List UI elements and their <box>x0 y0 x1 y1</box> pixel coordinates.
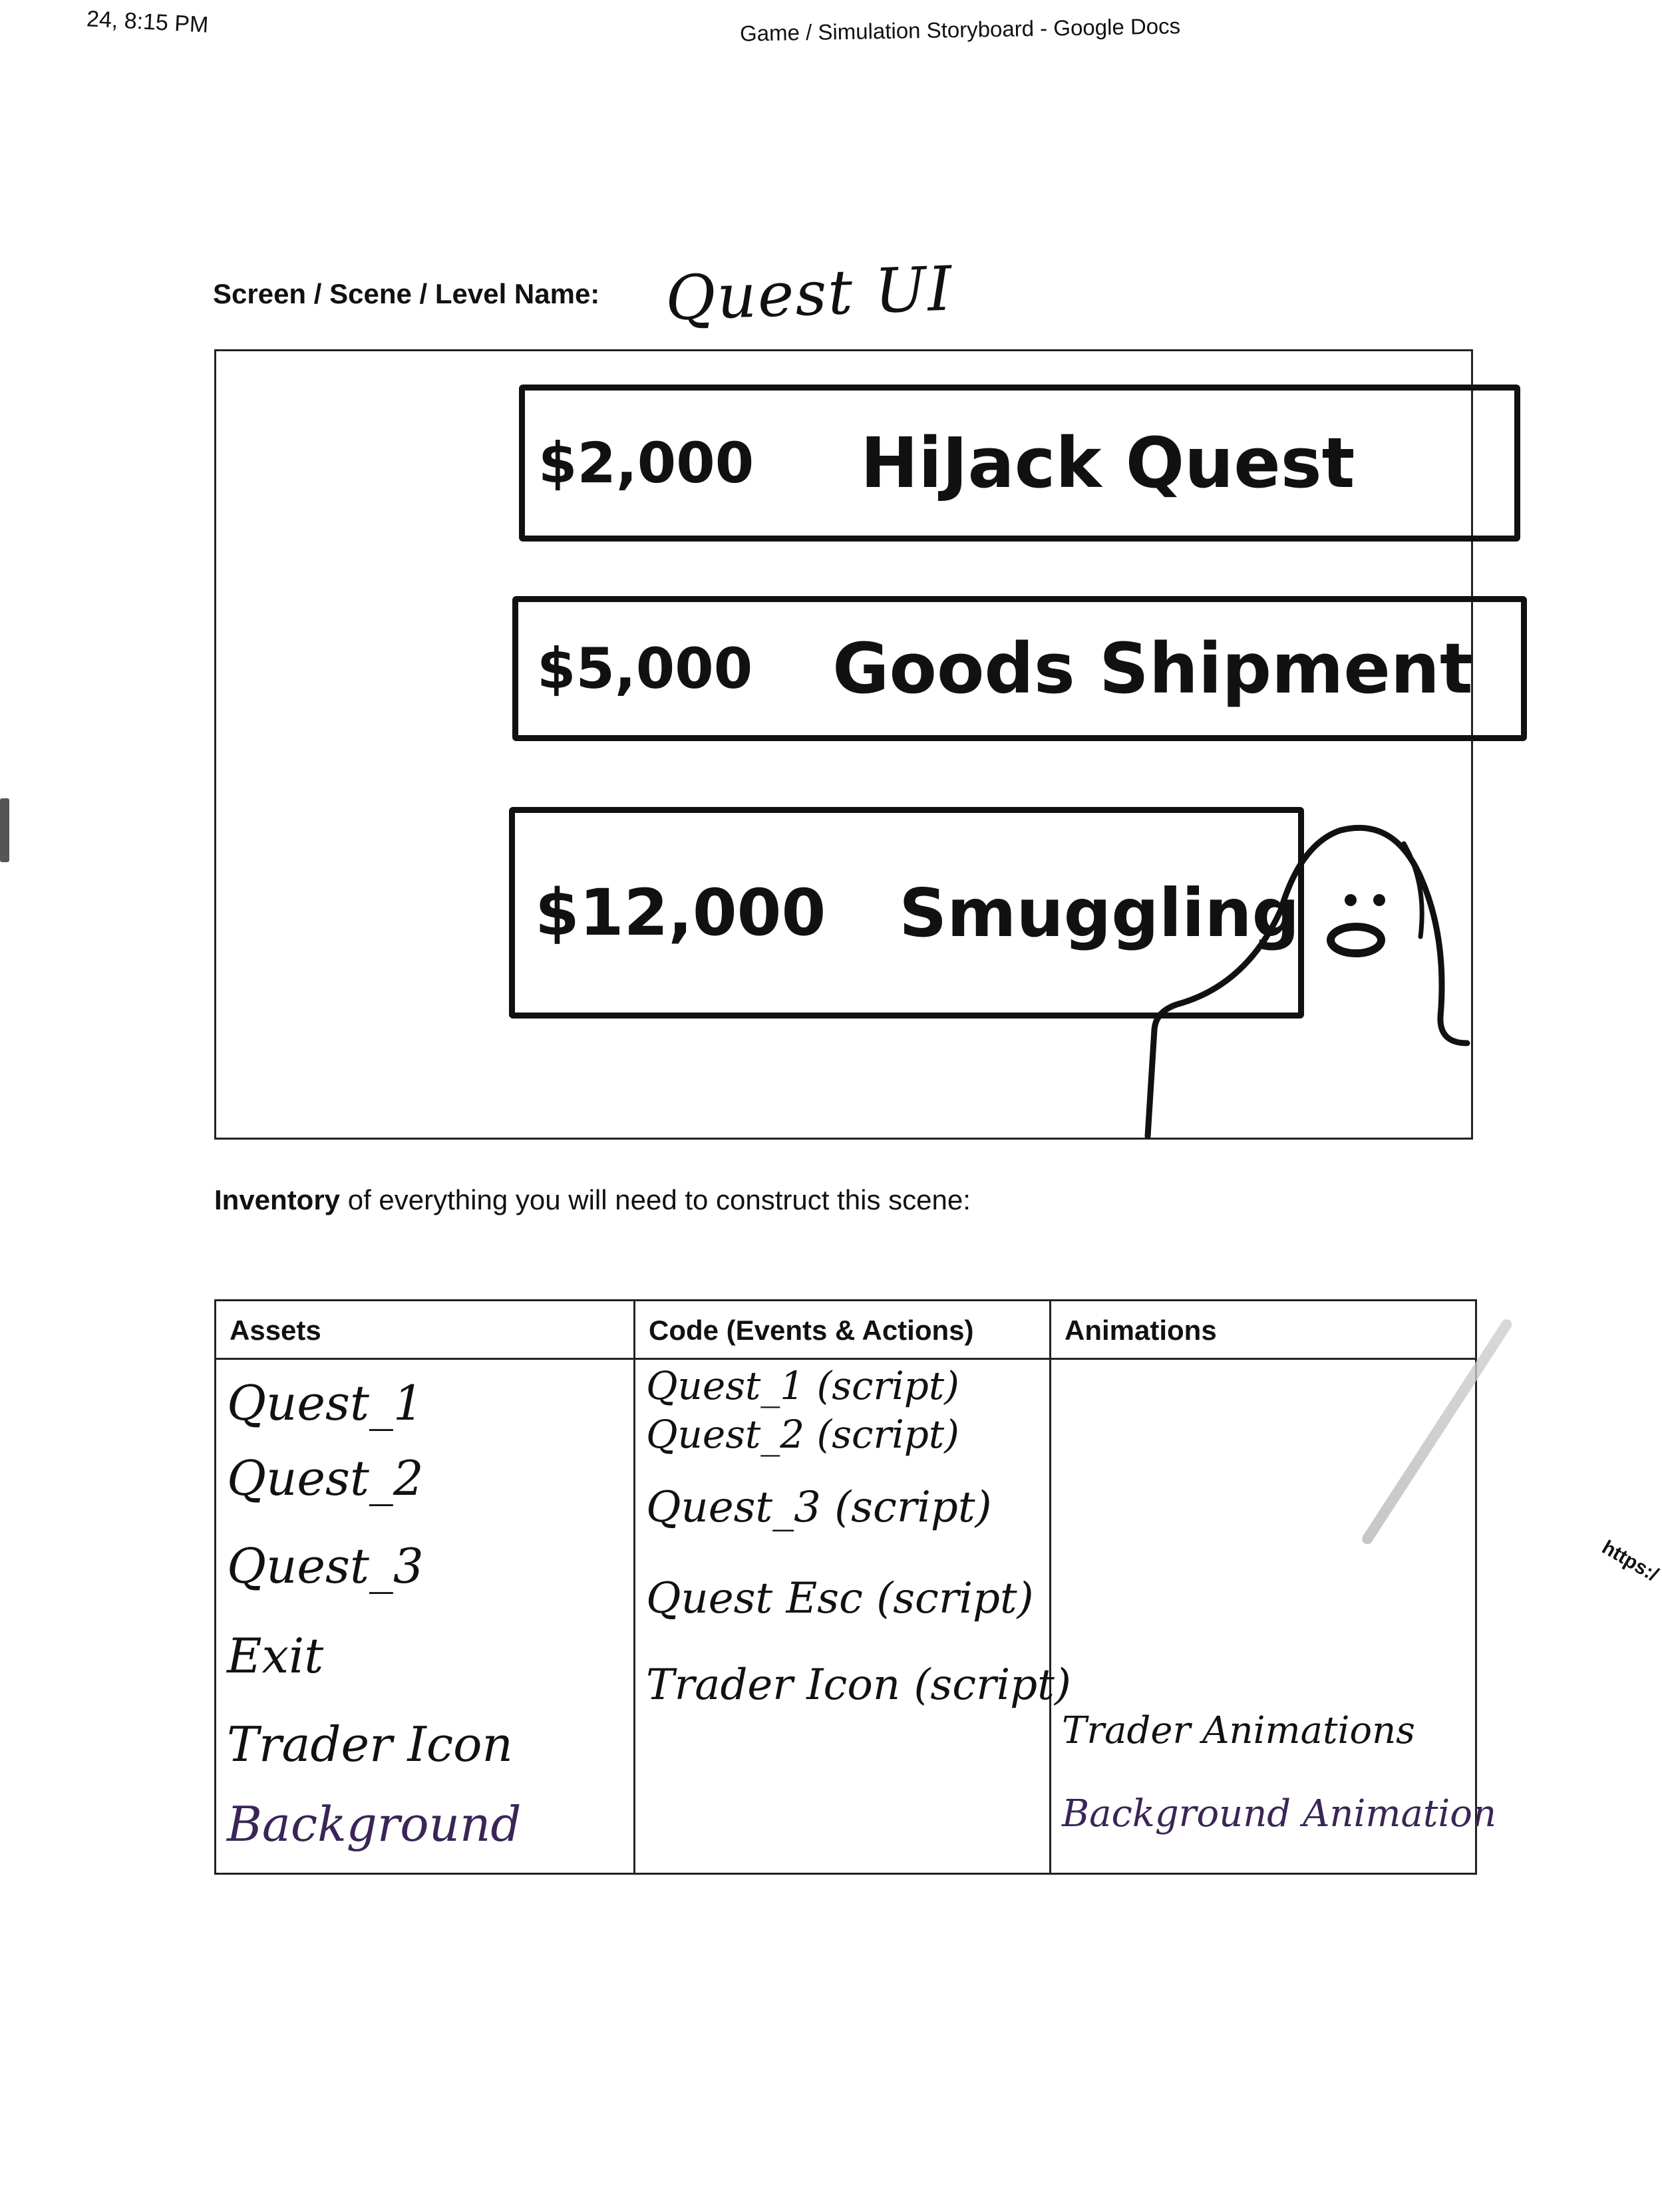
assets-cell <box>216 1359 635 1874</box>
quest-price: $2,000 <box>538 430 754 496</box>
column-header-code: Code (Events & Actions) <box>635 1301 1051 1359</box>
inventory-heading <box>214 1184 971 1216</box>
asset-item: Quest_3 <box>227 1538 424 1594</box>
quest-price: $5,000 <box>537 636 753 701</box>
print-doc-title: Game / Simulation Storyboard - Google Docs <box>739 13 1181 46</box>
code-item: Quest_1 (script) <box>646 1363 959 1408</box>
quest-title: Smuggling <box>899 873 1300 952</box>
asset-item: Quest_1 <box>227 1375 424 1431</box>
inventory-table <box>214 1299 1497 1875</box>
code-item: Quest_3 (script) <box>646 1483 992 1532</box>
asset-item: Background <box>227 1796 522 1852</box>
margin-url-fragment: https:/ <box>1598 1536 1662 1586</box>
animations-spacer <box>1062 1368 1464 1691</box>
page-clip-mark <box>0 798 9 862</box>
code-cell <box>635 1359 1071 1874</box>
animation-item: Trader Animations <box>1062 1709 1415 1752</box>
quest-title: Goods Shipment <box>832 628 1473 709</box>
asset-item: Quest_2 <box>227 1450 424 1506</box>
asset-item: Exit <box>227 1628 324 1684</box>
scene-sketch-frame <box>214 349 1473 1140</box>
trader-mouth <box>1331 927 1381 953</box>
quest-button-hijack[interactable] <box>519 385 1520 542</box>
print-datetime: 24, 8:15 PM <box>86 6 210 38</box>
inventory-heading-rest: of everything you will need to construct this scene: <box>340 1184 971 1215</box>
asset-item: Trader Icon <box>227 1716 513 1772</box>
quest-button-goods-shipment[interactable] <box>512 596 1527 741</box>
code-item: Quest Esc (script) <box>646 1574 1034 1623</box>
animation-item: Background Animation <box>1062 1792 1497 1835</box>
inventory-heading-bold: Inventory <box>214 1184 341 1215</box>
inventory-body-row <box>216 1359 1476 1874</box>
column-header-assets: Assets <box>216 1301 635 1359</box>
inventory-header-row <box>216 1301 1476 1359</box>
trader-eye-left <box>1345 894 1357 906</box>
column-header-animations: Animations <box>1051 1301 1476 1359</box>
quest-title: HiJack Quest <box>860 422 1355 504</box>
trader-eye-right <box>1373 894 1385 906</box>
code-item: Trader Icon (script) <box>646 1660 1071 1710</box>
code-item: Quest_2 (script) <box>646 1412 959 1457</box>
trader-figure-icon[interactable] <box>1141 804 1474 1150</box>
quest-price: $12,000 <box>535 875 826 950</box>
animations-cell <box>1051 1359 1497 1874</box>
scene-name-value: Quest UI <box>664 253 955 335</box>
scene-name-label: Screen / Scene / Level Name: <box>213 278 600 309</box>
